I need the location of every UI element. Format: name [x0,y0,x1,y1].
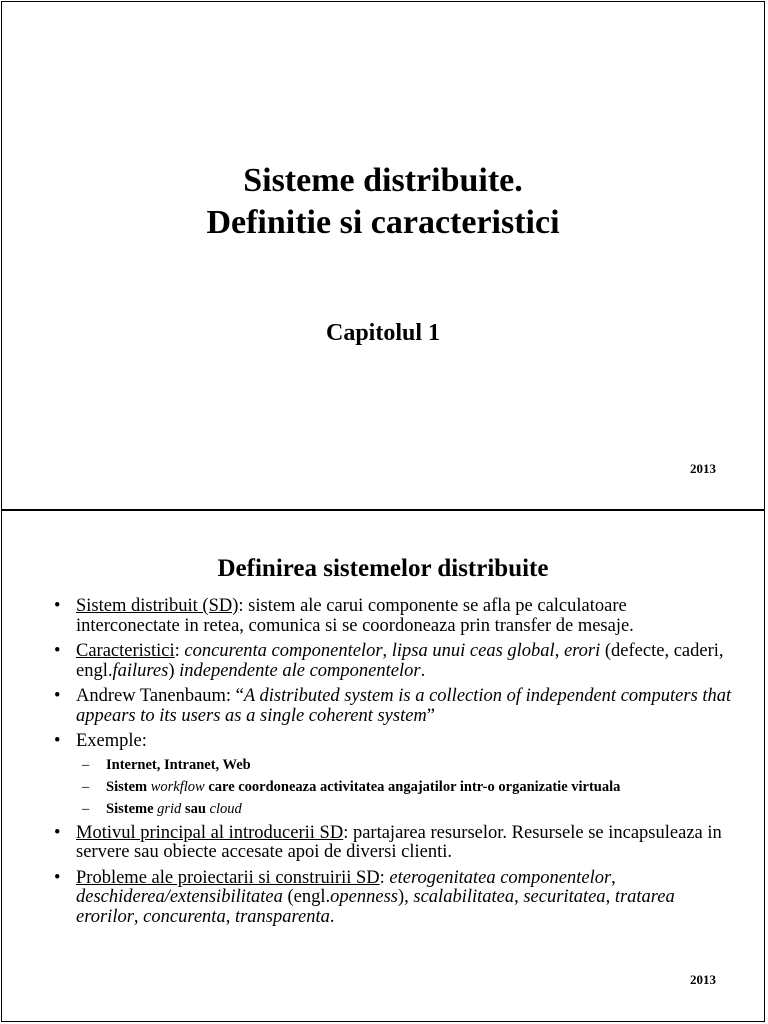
text: , [605,887,615,907]
slide-2 [1,510,765,1022]
bullet-characteristics [52,642,732,681]
text: . [420,660,426,681]
text: independente ale componentelor [179,660,421,681]
bullet-list [52,597,732,933]
text: scalabilitatea [413,887,515,907]
bullet-sd-definition [52,597,732,636]
term: Caracteristici [76,641,175,661]
text: openness [330,887,398,907]
text: failures [112,660,169,681]
text: securitatea [523,887,606,907]
text: workflow [150,778,205,795]
text: . [329,906,335,927]
term: Sistem distribuit (SD) [76,596,239,616]
text: Andrew Tanenbaum: “ [76,686,244,706]
text: Internet, Intranet, Web [106,756,251,773]
title-line-2: Definitie si caracteristici [206,204,560,241]
quote: A distributed system is a collection of independent computers that appears to its users as a single coherent system [76,686,732,726]
text: ” [426,705,436,726]
examples-sublist [76,756,732,818]
slide-1-title [2,160,764,244]
bullet-examples [52,732,732,818]
text: grid [157,800,182,817]
title-line-1: Sisteme distribuite. [243,162,523,199]
bullet-tanenbaum-quote [52,687,732,726]
bullet-main-motivation [52,824,732,863]
text: tratarea erorilor [76,887,675,927]
text: , [611,867,616,888]
text: (engl. [282,887,331,907]
text: , [225,906,235,927]
text: (defecte, caderi, engl. [76,641,724,681]
chapter-label: Capitolul 1 [325,320,441,346]
text: , [382,641,392,661]
text: concurenta [143,906,226,927]
text: : sistem ale carui componente se afla pe calculatoare interconectate in retea, comunica si se coordoneaza prin transfer de mesaje. [76,596,634,636]
sub-bullet [76,778,732,796]
text: ), [397,887,414,907]
text: , [514,887,524,907]
slide-1 [1,1,765,510]
text: Sistem [106,778,151,795]
text: care coordoneaza activitatea angajatilor intr-o organizatie virtuala [204,778,621,795]
text: sau [181,800,210,817]
text: erori [563,641,601,661]
term: Motivul principal al introducerii SD [76,822,344,843]
sub-bullet [76,756,732,774]
slide-2-year: 2013 [690,972,716,987]
sub-bullet [76,800,732,818]
text: eterogenitatea componentelor [389,867,612,888]
text: : [379,867,390,888]
text: deschiderea/extensibilitatea [76,887,283,907]
slide-1-year: 2013 [690,461,716,476]
text: lipsa unui ceas global [391,641,555,661]
text: , [554,641,564,661]
text: : partajarea resurselor. Resursele se incapsuleaza in servere sau obiecte accesate apoi de diversi clienti. [76,822,722,862]
text: : [174,641,185,661]
slide-2-title: Definirea sistemelor distribuite [217,555,549,582]
text: cloud [209,800,242,817]
text: Exemple: [76,731,147,751]
text: , [133,906,144,927]
text: Sisteme [106,800,158,817]
text: ) [168,660,180,681]
bullet-design-problems [52,869,732,928]
text: transparenta [234,906,330,927]
term: Probleme ale proiectarii si construirii SD [76,867,380,888]
text: concurenta componentelor [184,641,383,661]
